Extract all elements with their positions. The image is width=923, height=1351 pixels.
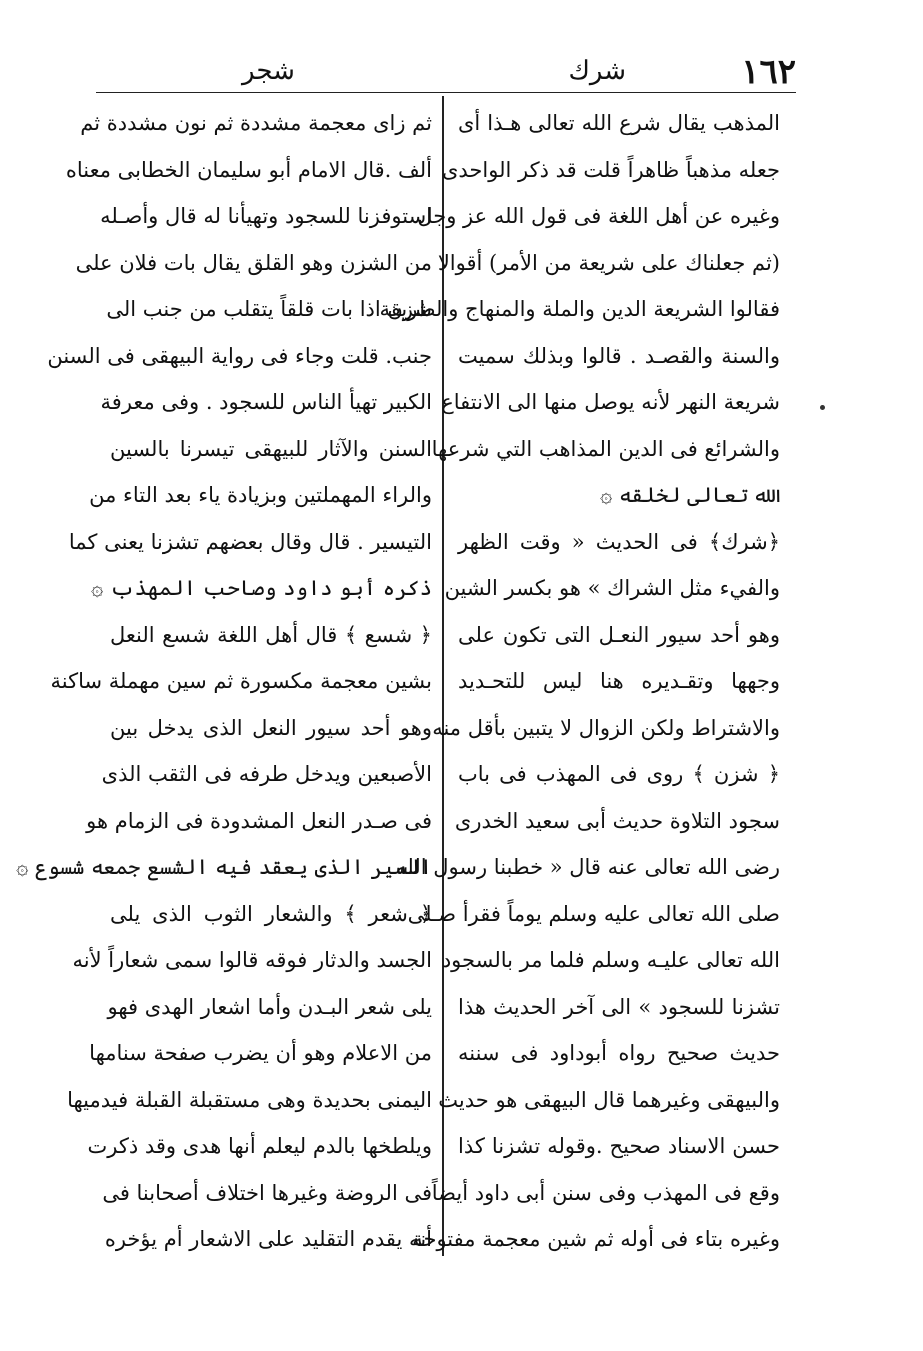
text-line: والشرائع فى الدين المذاهب التي شرعها [431, 436, 780, 461]
text-line: جنب. قلت وجاء فى رواية البيهقى فى السنن [47, 343, 432, 368]
text-line: أنه يقدم التقليد على الاشعار أم يؤخره [104, 1227, 432, 1251]
text-line: وهو أحد سيور النعـل التى تكون على [458, 622, 780, 647]
text-line: والراء المهملتين وبزيادة ياء بعد التاء من [89, 483, 432, 507]
left-heading: شجر [242, 56, 295, 86]
left-column [16, 100, 432, 1280]
text-line: من الاعلام وهو أن يضرب صفحة سنامها [89, 1041, 432, 1065]
text-line: والاشتراط ولكن الزوال لا يتبين بأقل منه [432, 715, 780, 740]
text-line: الأصبعين ويدخل طرفه فى الثقب الذى [101, 762, 432, 786]
text-line: التيسير . قال وقال بعضهم تشزنا يعنى كما [68, 529, 432, 554]
text-line: ذكره أبو داود وصاحب المهذب ۞ [91, 576, 432, 600]
text-line: والبيهقى وغيرهما قال البيهقى هو حديث [438, 1087, 780, 1112]
page-number: ١٦٢ [741, 52, 796, 92]
text-line: السنن والآثار للبيهقى تيسرنا بالسين [110, 436, 432, 461]
text-line: وغيره بتاء فى أوله ثم شين معجمة مفتوحة [412, 1227, 780, 1251]
text-line: حسن الاسناد صحيح .وقوله تشزنا كذا [458, 1134, 780, 1158]
text-line: وجهها وتقـديره هنا ليس للتحـديد [458, 669, 780, 693]
text-line: تشزنا للسجود » الى آخر الحديث هذا [458, 994, 780, 1019]
text-line: وقع فى المهذب وفى سنن أبى داود أيضاً [431, 1180, 780, 1205]
text-line: الله تعالى عليـه وسلم فلما مر بالسجود [441, 948, 780, 972]
text-line: ثم زاى معجمة مشددة ثم نون مشددة ثم [80, 111, 432, 135]
text-line: والفيء مثل الشراك » هو بكسر الشين [444, 576, 780, 600]
text-line: ﴿ شزن ﴾ روى فى المهذب فى باب [458, 762, 780, 786]
text-line: فقالوا الشريعة الدين والملة والمنهاج والطريقة [379, 297, 780, 321]
text-line: الجسد والدثار فوقه قالوا سمى شعاراً لأنه [72, 948, 432, 972]
text-line: وغيره عن أهل اللغة فى قول الله عز وجل [417, 204, 780, 228]
text-line: (ثم جعلناك على شريعة من الأمر) أقوالا [437, 250, 780, 275]
text-line: حديث صحيح رواه أبوداود فى سننه [458, 1041, 780, 1065]
text-line: بشين معجمة مكسورة ثم سين مهملة ساكنة [50, 669, 432, 693]
text-line: ﴿شرك﴾ فى الحديث « وقت الظهر [458, 529, 780, 554]
text-line: والسنة والقصـد . قالوا وبذلك سميت [458, 343, 780, 368]
text-line: من الشزن وهو القلق يقال بات فلان على [75, 250, 432, 275]
text-line: سجود التلاوة حديث أبى سعيد الخدرى [454, 808, 780, 833]
text-line: صلى الله تعالى عليه وسلم يوماً فقرأ صـلى [407, 901, 780, 926]
text-line: يلى شعر البـدن وأما اشعار الهدى فهو [107, 994, 432, 1019]
text-line: وهو أحد سيور النعل الذى يدخل بين [110, 715, 432, 740]
text-line: ألف .قال الامام أبو سليمان الخطابى معناه [65, 157, 432, 182]
text-line: فى الروضة وغيرها اختلاف أصحابنا فى [102, 1180, 432, 1205]
text-line: شزن اذا بات قلقاً يتقلب من جنب الى [106, 297, 432, 321]
text-line: جعله مذهباً ظاهراً قلت قد ذكر الواحدى [441, 157, 780, 182]
text-line: ﴿ شعر ﴾ والشعار الثوب الذى يلى [110, 901, 432, 926]
text-line: شريعة النهر لأنه يوصل منها الى الانتفاع [441, 390, 780, 414]
text-line: الكبير تهيأ الناس للسجود . وفى معرفة [100, 390, 432, 414]
right-heading: شرك [568, 56, 626, 86]
text-line: رضى الله تعالى عنه قال « خطبنا رسول الله [396, 855, 780, 879]
text-line: فى صـدر النعل المشدودة فى الزمام هو [86, 808, 432, 833]
text-line: اليمنى بحديدة وهى مستقبلة القبلة فيدميها [67, 1087, 432, 1112]
text-line: ويلطخها بالدم ليعلم أنها هدى وقد ذكرت [87, 1134, 432, 1158]
text-line: استوفزنا للسجود وتهيأنا له قال وأصـله [100, 204, 432, 228]
margin-dot [820, 405, 825, 410]
page-header [96, 50, 796, 93]
text-line: ﴿ شسع ﴾ قال أهل اللغة شسع النعل [110, 622, 432, 647]
text-line: المذهب يقال شرع الله تعالى هـذا أى [458, 111, 780, 135]
text-line: الله تعالى لخلقه ۞ [600, 483, 780, 507]
right-column [379, 100, 780, 1280]
text-line: السير الذى يعقد فيه الشسع جمعه شسوع ۞ [16, 855, 432, 879]
